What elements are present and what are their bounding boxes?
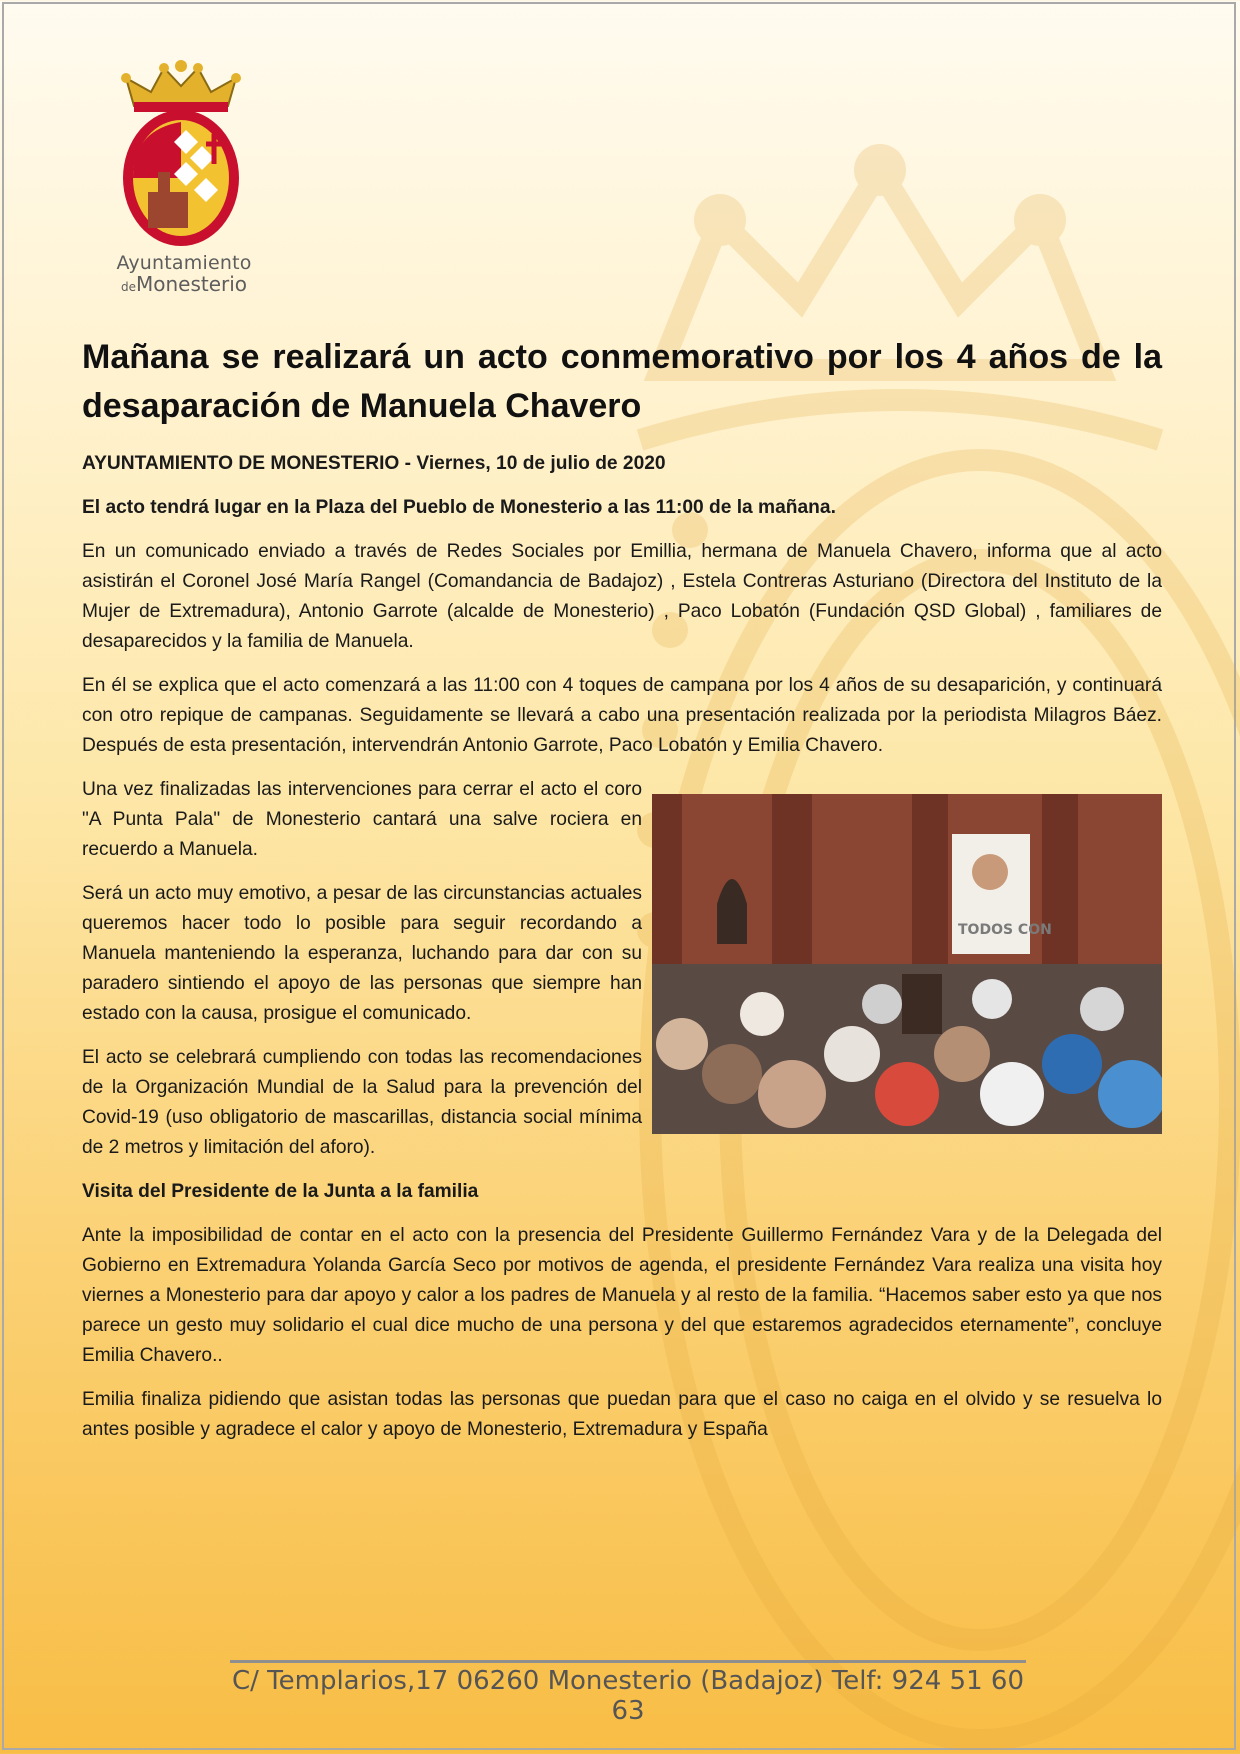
article-paragraph: El acto se celebrará cumpliendo con todas las recomendaciones de la Organización Mundial de la Salud para la prevención del Covid-19 (uso obligatorio de mascarillas, distancia social mínima de 2 metros y limitación del aforo). xyxy=(82,1047,642,1158)
logo-text-de: de xyxy=(120,279,136,294)
footer-divider xyxy=(230,1660,1026,1663)
article-paragraph: Será un acto muy emotivo, a pesar de las circunstancias actuales queremos hacer todo lo posible para seguir recordando a Manuela manteniendo la esperanza, luchando para dar con su paradero sintiendo el apoyo de las personas que siempre han estado con la causa, prosigue el comunicado. xyxy=(82,883,642,1024)
article-paragraph: En él se explica que el acto comenzará a las 11:00 con 4 toques de campana por los 4 años de su desaparición, y continuará con otro repique de campanas. Seguidamente se llevará a cabo una presentación realizada por la periodista Milagros Báez. Después de esta presentación, intervendrán Antonio Garrote, Paco Lobatón y Emilia Chavero. xyxy=(82,675,1162,756)
article-paragraph: Emilia finaliza pidiendo que asistan todas las personas que puedan para que el caso no caiga en el olvido y se resuelva lo antes posible y agradece el calor y apoyo de Monesterio, Extremadura y España xyxy=(82,1389,1162,1440)
article-paragraph: En un comunicado enviado a través de Redes Sociales por Emillia, hermana de Manuela Chavero, informa que al acto asistirán el Coronel José María Rangel (Comandancia de Badajoz) , Estela Contreras Asturiano (Directora del Instituto de la Mujer de Extremadura), Antonio Garrote (alcalde de Monesterio) , Paco Lobatón (Fundación QSD Global) , familiares de desaparecidos y la familia de Manuela. xyxy=(82,541,1162,652)
article xyxy=(82,333,1162,1459)
article-dateline: AYUNTAMIENTO DE MONESTERIO - Viernes, 10 de julio de 2020 xyxy=(82,453,666,474)
article-subheading: Visita del Presidente de la Junta a la familia xyxy=(82,1181,479,1202)
footer-address: C/ Templarios,17 06260 Monesterio (Badajoz) Telf: 924 51 60 63 xyxy=(231,1666,1024,1726)
article-paragraph: Ante la imposibilidad de contar en el acto con la presencia del Presidente Guillermo Fernández Vara y de la Delegada del Gobierno en Extremadura Yolanda García Seco por motivos de agenda, el presidente Fernández Vara realiza una visita hoy viernes a Monesterio para dar apoyo y calor a los padres de Manuela y al resto de la familia. “Hacemos saber esto ya que nos parece un gesto muy solidario el cual dice mucho de una persona y del que estaremos agradecidos eternamente”, concluye Emilia Chavero.. xyxy=(82,1225,1162,1366)
photo-banner-text: TODOS CON xyxy=(958,922,1052,938)
article-paragraph: Una vez finalizadas las intervenciones para cerrar el acto el coro "A Punta Pala" de Monesterio cantará una salve rociera en recuerdo a Manuela. xyxy=(82,779,642,860)
article-title: Mañana se realizará un acto conmemorativo por los 4 años de la desaparación de Manuela Chavero xyxy=(82,338,1162,425)
event-crowd-photo xyxy=(652,794,1162,1134)
logo-text-ayuntamiento: Ayuntamiento xyxy=(116,252,252,274)
article-lead: El acto tendrá lugar en la Plaza del Pueblo de Monesterio a las 11:00 de la mañana. xyxy=(82,497,836,518)
logo-wordmark xyxy=(104,254,264,295)
logo-text-monesterio: Monesterio xyxy=(135,271,248,296)
